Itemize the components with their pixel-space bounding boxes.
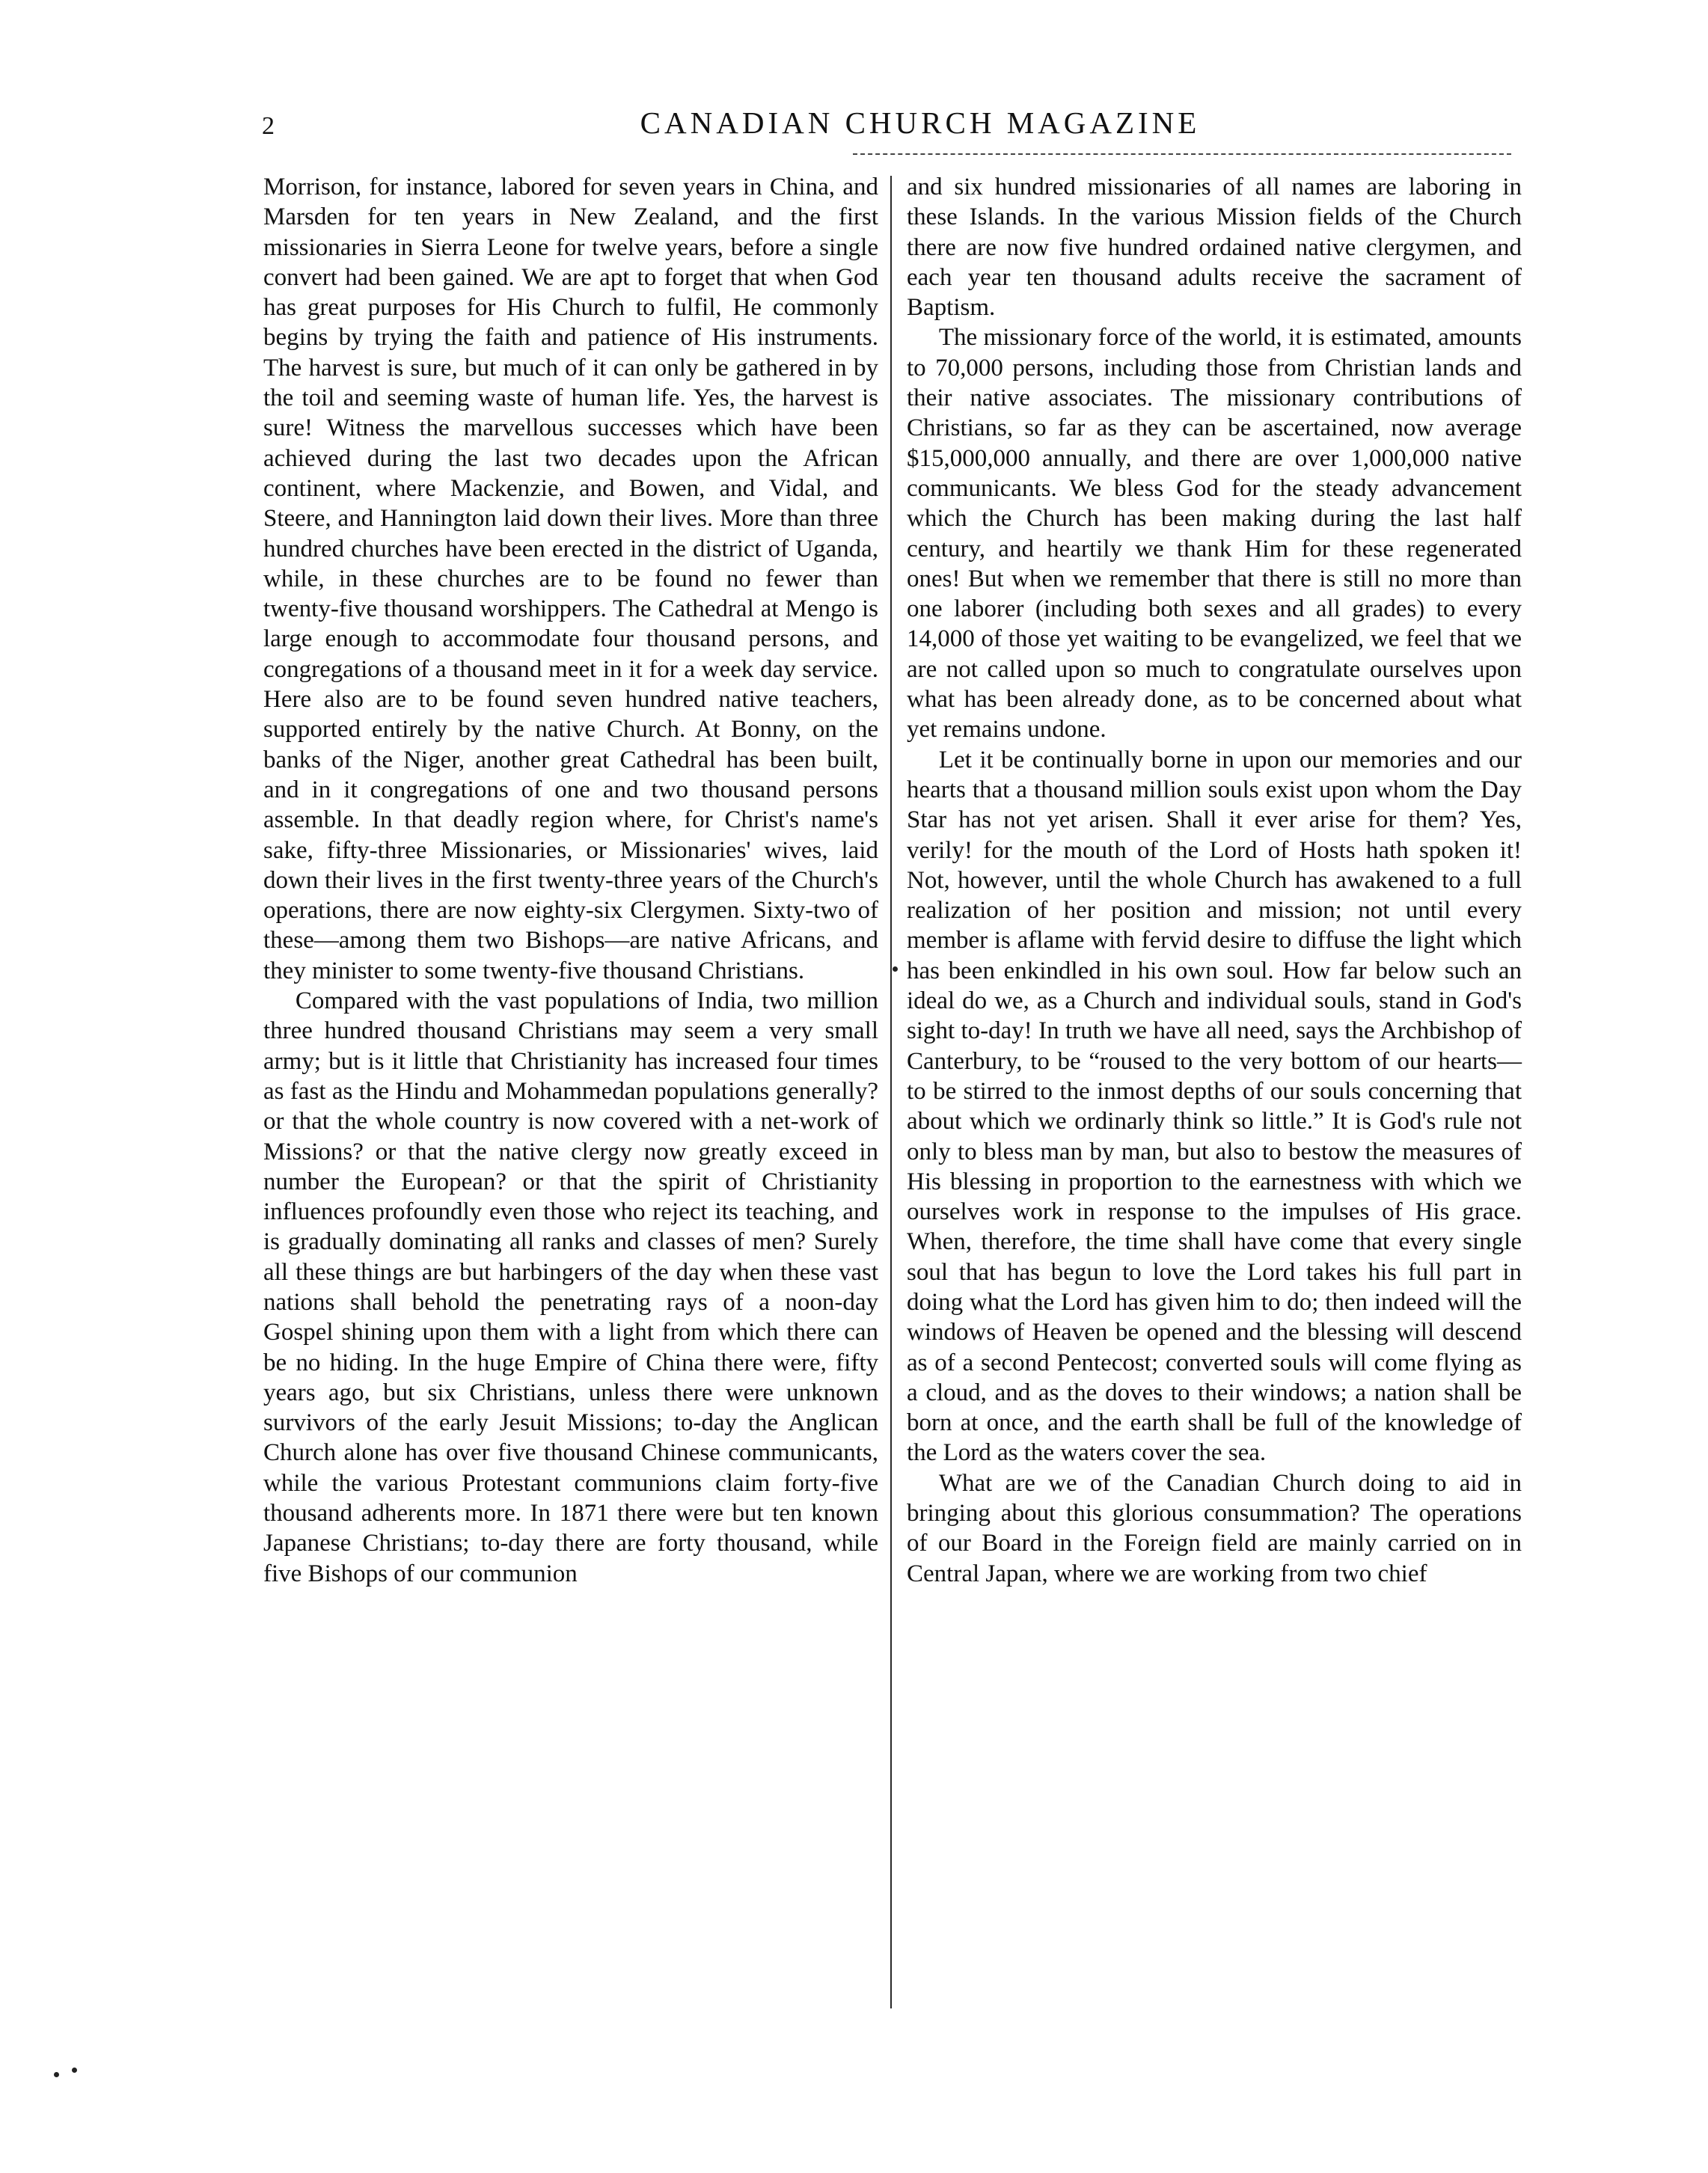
right-column — [907, 172, 1522, 1589]
paragraph: The missionary force of the world, it is estimated, amounts to 70,000 persons, including those from Christian lands and their native associates. The missionary contributions of Christians, so far as they can be ascertained, now average $15,000,000 annually, and there are over 1,000,000 native communicants. We bless God for the steady advancement which the Church has been making during the last half century, and heartily we thank Him for these regenerated ones! But when we remember that there is still no more than one laborer (including both sexes and all grades) to every 14,000 of those yet waiting to be evangelized, we feel that we are not called upon so much to congratulate ourselves upon what has been already done, as to be concerned about what yet remains undone. — [907, 324, 1522, 744]
paragraph: Morrison, for instance, labored for seven years in China, and Marsden for ten years in New Zealand, and the first missionaries in Sierra Leone for twelve years, before a single convert had been gained. We are apt to forget that when God has great purposes for His Church to fulfil, He commonly begins by trying the faith and patience of His instruments. The harvest is sure, but much of it can only be gathered in by the toil and seeming waste of human life. Yes, the harvest is sure! Witness the marvellous successes which have been achieved during the last two decades upon the African continent, where Mackenzie, and Bowen, and Vidal, and Steere, and Hannington laid down their lives. More than three hundred churches have been erected in the district of Uganda, while, in these churches are to be found no fewer than twenty-five thousand worshippers. The Cathedral at Mengo is large enough to accommodate four thousand persons, and congregations of a thousand meet in it for a week day service. Here also are to be found seven hundred native teachers, supported entirely by the native Church. At Bonny, on the banks of the Niger, another great Cathedral has been built, and in it congregations of one and two thousand persons assemble. In that deadly region where, for Christ's name's sake, fifty-three Missionaries, or Missionaries' wives, laid down their lives in the first twenty-three years of the Church's operations, there are now eighty-six Clergymen. Sixty-two of these—among them two Bishops—are native Africans, and they minister to some twenty-five thousand Christians. — [263, 174, 878, 984]
ink-speck — [893, 966, 898, 972]
left-column — [263, 172, 878, 1589]
paragraph: What are we of the Canadian Church doing to aid in bringing about this glorious consummation? The operations of our Board in the Foreign field are mainly carried on in Central Japan, where we are working from two chief — [907, 1469, 1522, 1587]
running-title: CANADIAN CHURCH MAGAZINE — [640, 105, 1201, 140]
column-divider — [890, 176, 892, 2008]
ink-speck — [54, 2072, 59, 2077]
page-number: 2 — [262, 112, 275, 140]
header-rule — [853, 153, 1511, 155]
paragraph: Compared with the vast populations of India, two million three hundred thousand Christians may seem a very small army; but is it little that Christianity has increased four times as fast as the Hindu and Mohammedan populations generally? or that the whole country is now covered with a net-work of Missions? or that the native clergy now greatly exceed in number the European? or that the spirit of Christianity influences profoundly even those who reject its teaching, and is gradually dominating all ranks and classes of men? Surely all these things are but harbingers of the day when these vast nations shall behold the penetrating rays of a noon-day Gospel shining upon them with a light from which there can be no hiding. In the huge Empire of China there were, fifty years ago, but six Christians, unless there were unknown survivors of the early Jesuit Missions; to-day the Anglican Church alone has over five thousand Chinese communicants, while the various Protestant communions claim forty-five thousand adherents more. In 1871 there were but ten known Japanese Christians; to-day there are forty thousand, while five Bishops of our communion — [263, 987, 878, 1587]
ink-speck — [72, 2068, 77, 2073]
paragraph: and six hundred missionaries of all names are laboring in these Islands. In the various Mission fields of the Church there are now five hundred ordained native clergymen, and each year ten thousand adults receive the sacrament of Baptism. — [907, 174, 1522, 322]
paragraph: Let it be continually borne in upon our memories and our hearts that a thousand million souls exist upon whom the Day Star has not yet arisen. Shall it ever arise for them? Yes, verily! for the mouth of the Lord of Hosts hath spoken it! Not, however, until the whole Church has awakened to a full realization of her position and mission; not until every member is aflame with fervid desire to diffuse the light which has been enkindled in his own soul. How far below such an ideal do we, as a Church and individual souls, stand in God's sight to-day! In truth we have all need, says the Archbishop of Canterbury, to be “roused to the very bottom of our hearts—to be stirred to the inmost depths of our souls concerning that about which we ordinarly think so little.” It is God's rule not only to bless man by man, but also to bestow the measures of His blessing in proportion to the earnestness with which we ourselves work in response to the impulses of His grace. When, therefore, the time shall have come that every single soul that has begun to love the Lord takes his full part in doing what the Lord has given him to do; then indeed will the windows of Heaven be opened and the blessing will descend as of a second Pentecost; converted souls will come flying as a cloud, and as the doves to their windows; a nation shall be born at once, and the earth shall be full of the knowledge of the Lord as the waters cover the sea. — [907, 746, 1522, 1467]
